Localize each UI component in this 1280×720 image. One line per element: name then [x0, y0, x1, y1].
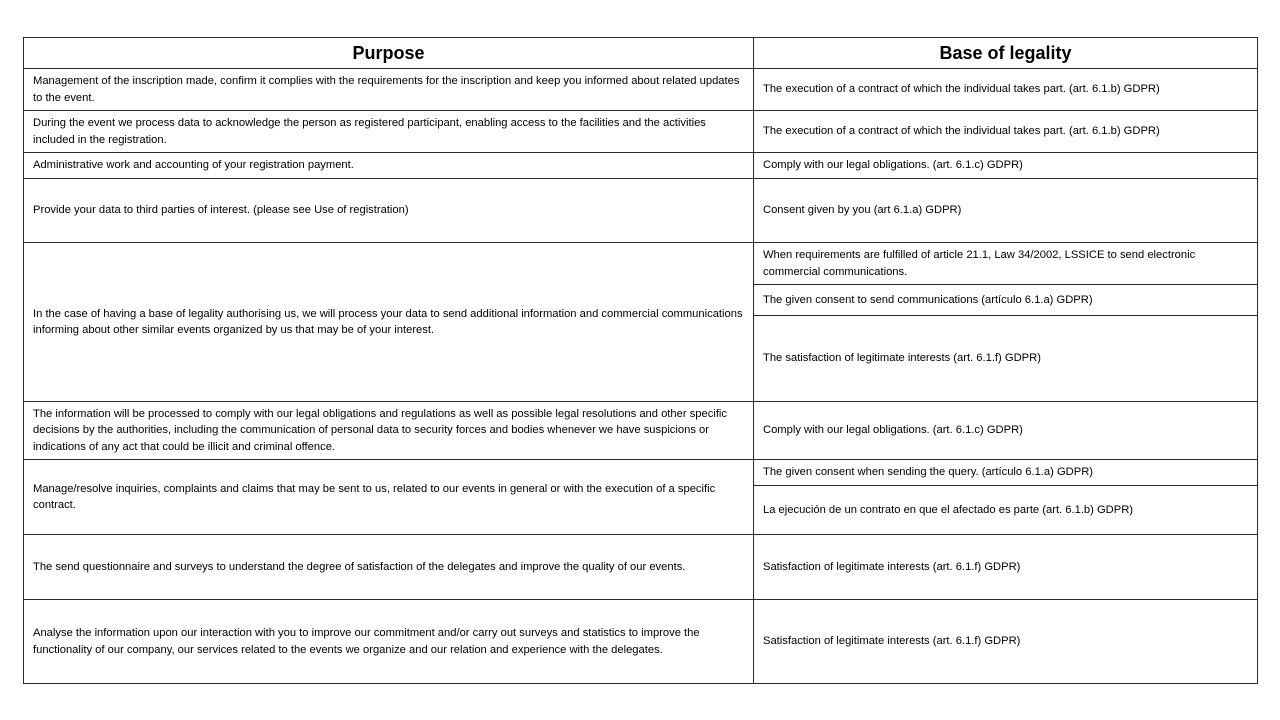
base-cell: Comply with our legal obligations. (art. 6.1.c) GDPR) — [754, 402, 1258, 460]
base-cell: When requirements are fulfilled of article 21.1, Law 34/2002, LSSICE to send electronic commercial communications. — [754, 243, 1258, 285]
purpose-cell: During the event we process data to acknowledge the person as registered participant, enabling access to the facilities and the activities included in the registration. — [24, 111, 754, 153]
base-cell: The given consent when sending the query. (artículo 6.1.a) GDPR) — [754, 460, 1258, 486]
base-cell: The given consent to send communications (artículo 6.1.a) GDPR) — [754, 285, 1258, 316]
purpose-header: Purpose — [24, 38, 754, 69]
purpose-cell: Administrative work and accounting of your registration payment. — [24, 153, 754, 179]
base-cell: Satisfaction of legitimate interests (art. 6.1.f) GDPR) — [754, 535, 1258, 600]
table-row — [24, 535, 1258, 600]
base-cell: Comply with our legal obligations. (art. 6.1.c) GDPR) — [754, 153, 1258, 179]
table-row — [24, 243, 1258, 285]
purpose-cell: The send questionnaire and surveys to understand the degree of satisfaction of the delegates and improve the quality of our events. — [24, 535, 754, 600]
base-cell: Satisfaction of legitimate interests (art. 6.1.f) GDPR) — [754, 600, 1258, 684]
base-of-legality-header: Base of legality — [754, 38, 1258, 69]
table-row — [24, 460, 1258, 486]
table-row — [24, 153, 1258, 179]
purpose-cell: Manage/resolve inquiries, complaints and claims that may be sent to us, related to our events in general or with the execution of a specific contract. — [24, 460, 754, 535]
table-row — [24, 179, 1258, 243]
gdpr-purpose-table — [23, 37, 1258, 684]
base-cell: The execution of a contract of which the individual takes part. (art. 6.1.b) GDPR) — [754, 111, 1258, 153]
purpose-cell: Management of the inscription made, confirm it complies with the requirements for the inscription and keep you informed about related updates to the event. — [24, 69, 754, 111]
base-cell: The execution of a contract of which the individual takes part. (art. 6.1.b) GDPR) — [754, 69, 1258, 111]
purpose-cell: Analyse the information upon our interaction with you to improve our commitment and/or carry out surveys and statistics to improve the functionality of our company, our services related to the events we organize and our relation and experience with the delegates. — [24, 600, 754, 684]
purpose-cell: Provide your data to third parties of interest. (please see Use of registration) — [24, 179, 754, 243]
purpose-cell: In the case of having a base of legality authorising us, we will process your data to send additional information and commercial communications informing about other similar events organized by us that may be of your interest. — [24, 243, 754, 402]
purpose-cell: The information will be processed to comply with our legal obligations and regulations as well as possible legal resolutions and other specific decisions by the authorities, including the communication of personal data to security forces and bodies whenever we have suspicions or indications of any act that could be illicit and criminal offence. — [24, 402, 754, 460]
table-row — [24, 69, 1258, 111]
table-row — [24, 111, 1258, 153]
table-row — [24, 600, 1258, 684]
table-row — [24, 402, 1258, 460]
base-cell: The satisfaction of legitimate interests (art. 6.1.f) GDPR) — [754, 316, 1258, 402]
header-row — [24, 38, 1258, 69]
base-cell: Consent given by you (art 6.1.a) GDPR) — [754, 179, 1258, 243]
base-cell: La ejecución de un contrato en que el afectado es parte (art. 6.1.b) GDPR) — [754, 486, 1258, 535]
